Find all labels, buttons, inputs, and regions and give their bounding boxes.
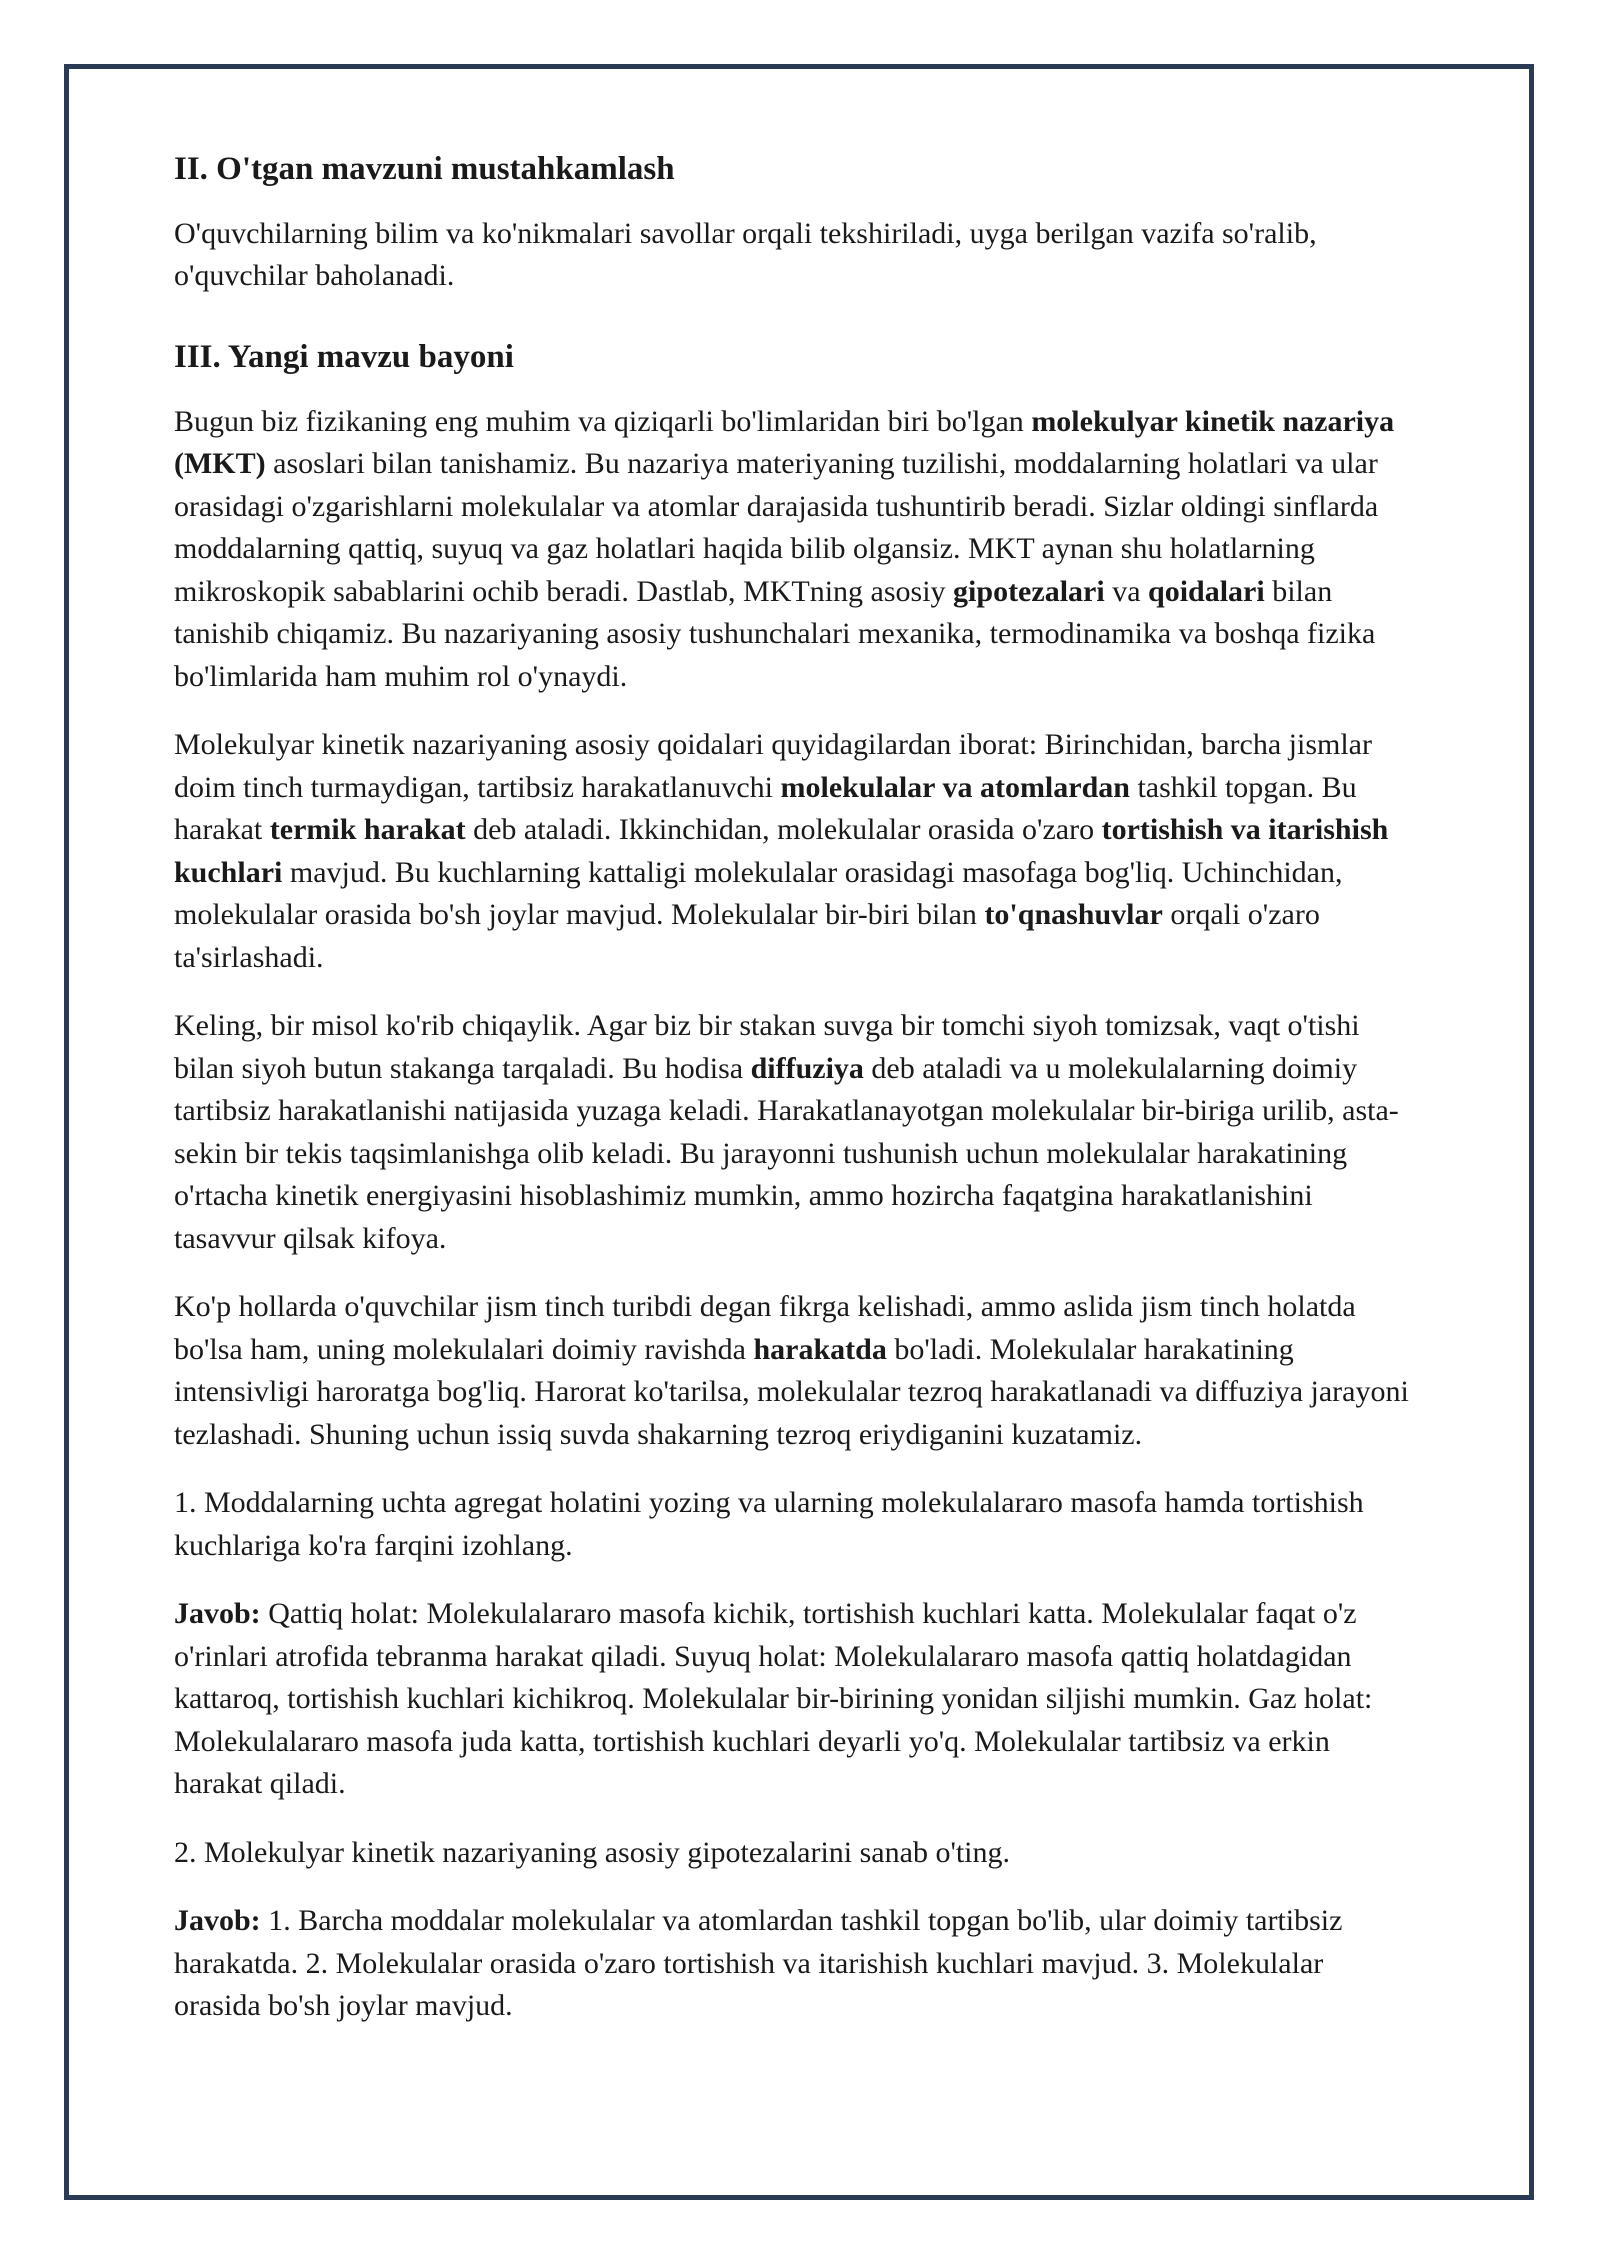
text-span: Bugun biz fizikaning eng muhim va qiziqarli bo'limlaridan biri bo'lgan: [174, 404, 1032, 438]
question-1: 1. Moddalarning uchta agregat holatini yozing va ularning molekulalararo masofa hamda tortishish kuchlariga ko'ra farqini izohlang.: [174, 1486, 1364, 1562]
text-span: deb ataladi. Ikkinchidan, molekulalar orasida o'zaro: [465, 813, 1102, 847]
answer-text: Qattiq holat: Molekulalararo masofa kichik, tortishish kuchlari katta. Molekulalar faqat o'z o'rinlari atrofida tebranma harakat qiladi. Suyuq holat: Molekulalararo masofa qattiq holatdagidan kattaroq, tortishish kuchlari kichikroq. Molekulalar bir-birining yonidan siljishi mumkin. Gaz holat: Molekulalararo masofa juda katta, tortishish kuchlari deyarli yo'q. Molekulalar tartibsiz va erkin harakat qiladi.: [174, 1597, 1373, 1801]
bold-term: gipotezalari: [953, 574, 1105, 608]
paragraph-rules: [174, 724, 1414, 979]
bold-term: molekulalar va atomlardan: [780, 770, 1130, 804]
paragraph-motion: [174, 1286, 1414, 1456]
text-span: Molekulyar kinetik nazariyaning asosiy qoidalari quyidagilardan iborat: Birinchidan, barcha jismlar doim tinch turmaydigan, tartibsiz harakatlanuvchi: [174, 728, 1372, 804]
text-span: Keling, bir misol ko'rib chiqaylik. Agar biz bir stakan suvga bir tomchi siyoh tomizsak, vaqt o'tishi bilan siyoh butun stakanga tarqaladi. Bu hodisa: [174, 1009, 1360, 1085]
bold-term: to'qnashuvlar: [984, 898, 1163, 932]
section-heading-3: III. Yangi mavzu bayoni: [174, 338, 514, 375]
answer-label: Javob:: [174, 1904, 261, 1938]
paragraph-example: [174, 1005, 1414, 1260]
text-span: bo'ladi. Molekulalar harakatining intensivligi haroratga bog'liq. Harorat ko'tarilsa, molekulalar tezroq harakatlanadi va diffuziya jarayoni tezlashadi. Shuning uchun issiq suvda shakarning tezroq eriydiganini kuzatamiz.: [174, 1332, 1409, 1451]
text-span: tashkil topgan. Bu harakat: [174, 770, 1357, 847]
paragraph-intro: [174, 401, 1414, 699]
question-2: 2. Molekulyar kinetik nazariyaning asosiy gipotezalarini sanab o'ting.: [174, 1835, 1011, 1869]
answer-text: 1. Barcha moddalar molekulalar va atomlardan tashkil topgan bo'lib, ular doimiy tartibsiz harakatda. 2. Molekulalar orasida o'zaro tortishish va itarishish kuchlari mavjud. 3. Molekulalar orasida bo'sh joylar mavjud.: [174, 1904, 1343, 2023]
section-2-paragraph: O'quvchilarning bilim va ko'nikmalari savollar orqali tekshiriladi, uyga berilgan vazifa so'ralib, o'quvchilar baholanadi.: [174, 216, 1317, 293]
bold-term: molekulyar kinetik nazariya (MKT): [174, 404, 1395, 481]
answer-2: [174, 1900, 1414, 2028]
section-heading-2: II. O'tgan mavzuni mustahkamlash: [174, 151, 675, 187]
text-span: va: [1104, 574, 1149, 608]
bold-term: diffuziya: [750, 1051, 864, 1085]
bold-term: termik harakat: [269, 813, 466, 847]
answer-label: Javob:: [174, 1597, 261, 1631]
answer-1: [174, 1593, 1414, 1806]
text-span: mavjud. Bu kuchlarning kattaligi molekulalar orasidagi masofaga bog'liq. Uchinchidan, molekulalar orasida bo'sh joylar mavjud. Molekulalar bir-biri bilan: [174, 855, 1343, 932]
text-span: asoslari bilan tanishamiz. Bu nazariya materiyaning tuzilishi, moddalarning holatlari va ular orasidagi o'zgarishlarni molekulalar va atomlar darajasida tushuntirib beradi. Sizlar oldingi sinflarda moddalarning qattiq, suyuq va gaz holatlari haqida bilib olgansiz. MKT aynan shu holatlarning mikroskopik sabablarini ochib beradi. Dastlab, MKTning asosiy: [174, 447, 1379, 608]
document-body: [174, 148, 1414, 2054]
bold-term: harakatda: [753, 1332, 887, 1366]
text-span: Ko'p hollarda o'quvchilar jism tinch turibdi degan fikrga kelishadi, ammo aslida jism tinch holatda bo'lsa ham, uning molekulalari doimiy ravishda: [174, 1290, 1356, 1366]
text-span: deb ataladi va u molekulalarning doimiy tartibsiz harakatlanishi natijasida yuzaga keladi. Harakatlanayotgan molekulalar bir-biriga urilib, asta-sekin bir tekis taqsimlanishga olib keladi. Bu jarayonni tushunish uchun molekulalar harakatining o'rtacha kinetik energiyasini hisoblashimiz mumkin, ammo hozircha faqatgina harakatlanishini tasavvur qilsak kifoya.: [174, 1051, 1399, 1255]
bold-term: qoidalari: [1148, 574, 1265, 608]
bold-term: tortishish va itarishish kuchlari: [174, 813, 1389, 889]
text-span: bilan tanishib chiqamiz. Bu nazariyaning asosiy tushunchalari mexanika, termodinamika va boshqa fizika bo'limlarida ham muhim rol o'ynaydi.: [174, 574, 1376, 693]
text-span: orqali o'zaro ta'sirlashadi.: [174, 898, 1320, 974]
